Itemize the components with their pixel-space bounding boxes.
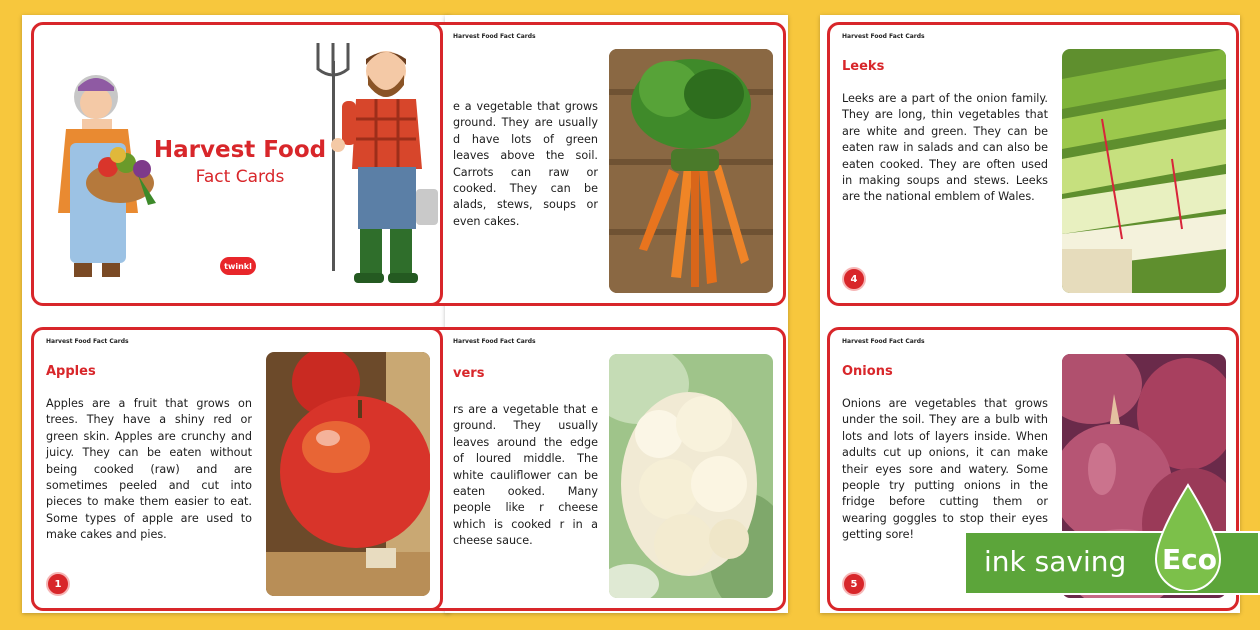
card-text: Onions are vegetables that grows under the soil. They are a bulb with lots and lots of layers inside. When adults cut up onions, it can make their eyes sore and watery. Some people try putting onions in the fridge before cutting them or wearing goggles to stop their eyes getting sore! (842, 397, 1048, 542)
apple-illustration (266, 352, 430, 596)
card-title: Leeks (842, 59, 885, 74)
card-header: Harvest Food Fact Cards (453, 33, 536, 40)
leeks-illustration (1062, 49, 1226, 293)
card-title: vers (453, 366, 485, 381)
card-title: Onions (842, 364, 893, 379)
card-number-badge: 4 (842, 267, 866, 291)
cauliflower-photo (609, 354, 773, 598)
card-text: Leeks are a part of the onion family. They are long, thin vegetables that are white and green. They can be eaten raw in salads and can also be eaten cooked. They are often used in making soups and stews. Leeks are the national emblem of Wales. (842, 92, 1048, 204)
card-text: e a vegetable that grows ground. They are usually d have lots of green leaves above the soil. Carrots can raw or cooked. They can be alads, stews, soups or even cakes. (453, 100, 598, 228)
card-number-badge: 1 (46, 572, 70, 596)
card-number-badge: 5 (842, 572, 866, 596)
fact-card-apples (31, 327, 443, 611)
twinkl-logo (220, 257, 256, 275)
carrots-photo (609, 49, 773, 293)
card-title: Apples (46, 364, 96, 379)
fact-card-leeks (827, 22, 1239, 306)
ink-saving-eco-badge (964, 531, 1260, 595)
card-header: Harvest Food Fact Cards (46, 338, 129, 345)
card-header: Harvest Food Fact Cards (842, 338, 925, 345)
cover-card (31, 22, 443, 306)
card-header: Harvest Food Fact Cards (453, 338, 536, 345)
fact-card-carrots (400, 22, 786, 306)
farmer-man-illustration (312, 39, 442, 291)
cauliflower-illustration (609, 354, 773, 598)
ink-saving-label: ink saving (984, 545, 1127, 578)
card-text: Apples are a fruit that grows on trees. They have a shiny red or green skin. Apples are crunchy and juicy. They can be eaten without being cooked (raw) and are sometimes peeled and cut into pieces to make them easier to eat. Some types of apple are used to make cakes and pies. (46, 397, 252, 542)
apple-photo (266, 352, 430, 596)
cover-title: Harvest Food (153, 137, 327, 163)
twinkl-logo-text: twinkl (224, 261, 252, 271)
leeks-photo (1062, 49, 1226, 293)
carrots-illustration (609, 49, 773, 293)
fact-card-cauliflower (400, 327, 786, 611)
eco-label: Eco (1162, 543, 1217, 576)
cover-subtitle: Fact Cards (195, 167, 285, 187)
card-text: rs are a vegetable that e ground. They usually leaves around the edge of loured middle. The white cauliflower can be eaten ooked. Many people like r cheese which is cooked r in a cheese sauce. (453, 403, 598, 548)
card-header: Harvest Food Fact Cards (842, 33, 925, 40)
gardener-woman-illustration (48, 63, 160, 283)
